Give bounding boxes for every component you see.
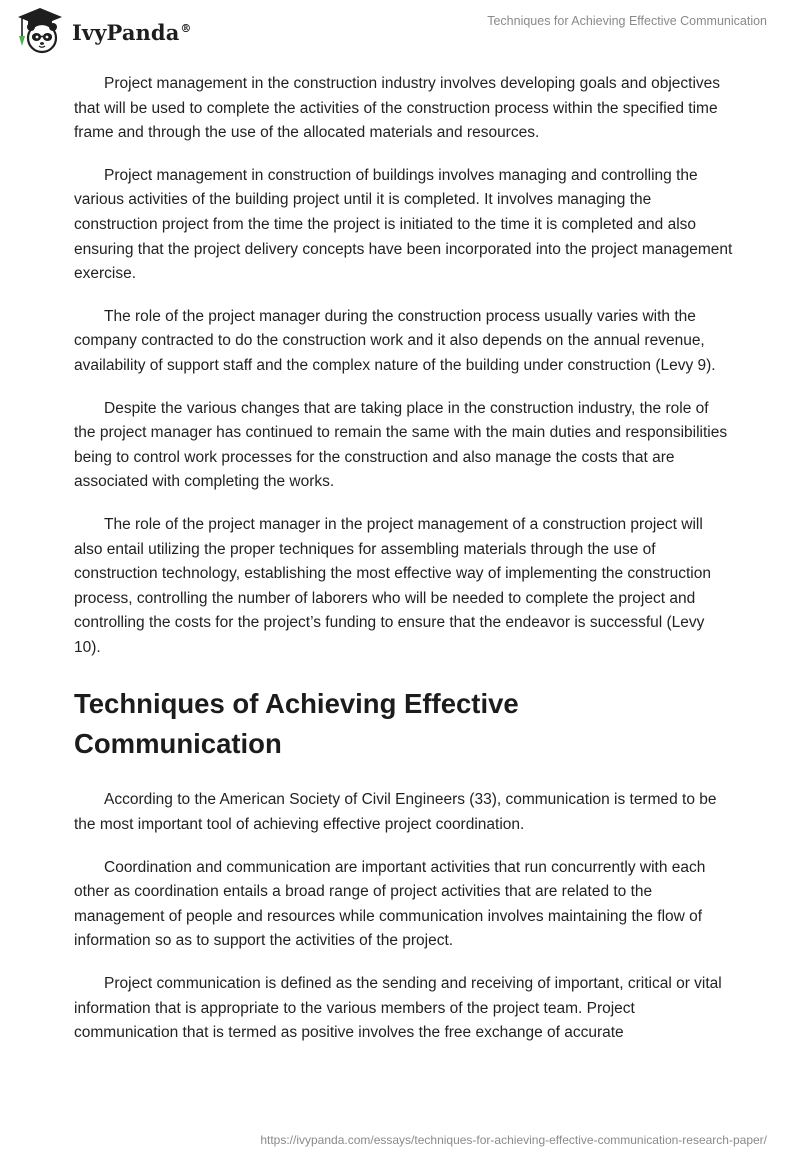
panda-graduate-icon bbox=[14, 6, 66, 56]
brand-name: IvyPanda® bbox=[72, 19, 192, 45]
document-title: Techniques for Achieving Effective Communication bbox=[487, 14, 767, 28]
section-heading: Techniques of Achieving Effective Communication bbox=[74, 688, 519, 760]
paragraph: The role of the project manager in the project management of a construction project will also entail utilizing the proper techniques for assembling materials through the use of construction technology, establishing the most effective way of implementing the construction process, controlling the number of laborers who will be needed to complete the project and controlling the costs for the project’s funding to ensure that the endeavor is successful (Levy 10). bbox=[74, 515, 711, 656]
paragraph: Despite the various changes that are taking place in the construction industry, the role of the project manager has continued to remain the same with the main duties and responsibilities being to control work processes for the construction and also manage the costs that are associated with completing the works. bbox=[74, 399, 728, 491]
paragraph: Project management in the construction industry involves developing goals and objectives that will be used to complete the activities of the construction process within the specified time frame and through the use of the allocated materials and resources. bbox=[74, 75, 721, 142]
page-header bbox=[0, 0, 800, 64]
paragraph: The role of the project manager during the construction process usually varies with the company contracted to do the construction work and it also depends on the annual revenue, availability of support staff and the complex nature of the building under construction (Levy 9). bbox=[74, 307, 716, 374]
paragraph: Coordination and communication are important activities that run concurrently with each other as coordination entails a broad range of project activities that are related to the management of people and resources while communication involves maintaining the flow of information so as to support the activities of the project. bbox=[74, 858, 706, 950]
source-url[interactable]: https://ivypanda.com/essays/techniques-for-achieving-effective-communication-research-paper/ bbox=[260, 1133, 767, 1147]
essay-content bbox=[74, 72, 734, 1064]
paragraph: Project management in construction of buildings involves managing and controlling the various activities of the building project until it is completed. It involves managing the construction project from the time the project is initiated to the time it is completed and also ensuring that the project delivery concepts have been incorporated into the project management exercise. bbox=[74, 166, 733, 283]
registered-mark: ® bbox=[180, 21, 192, 35]
ivypanda-logo[interactable] bbox=[14, 6, 192, 56]
paragraph: According to the American Society of Civil Engineers (33), communication is termed to be the most important tool of achieving effective project coordination. bbox=[74, 791, 717, 834]
paragraph: Project communication is defined as the sending and receiving of important, critical or vital information that is appropriate to the various members of the project team. Project communication that is termed as positive involves the free exchange of accurate bbox=[74, 975, 722, 1042]
